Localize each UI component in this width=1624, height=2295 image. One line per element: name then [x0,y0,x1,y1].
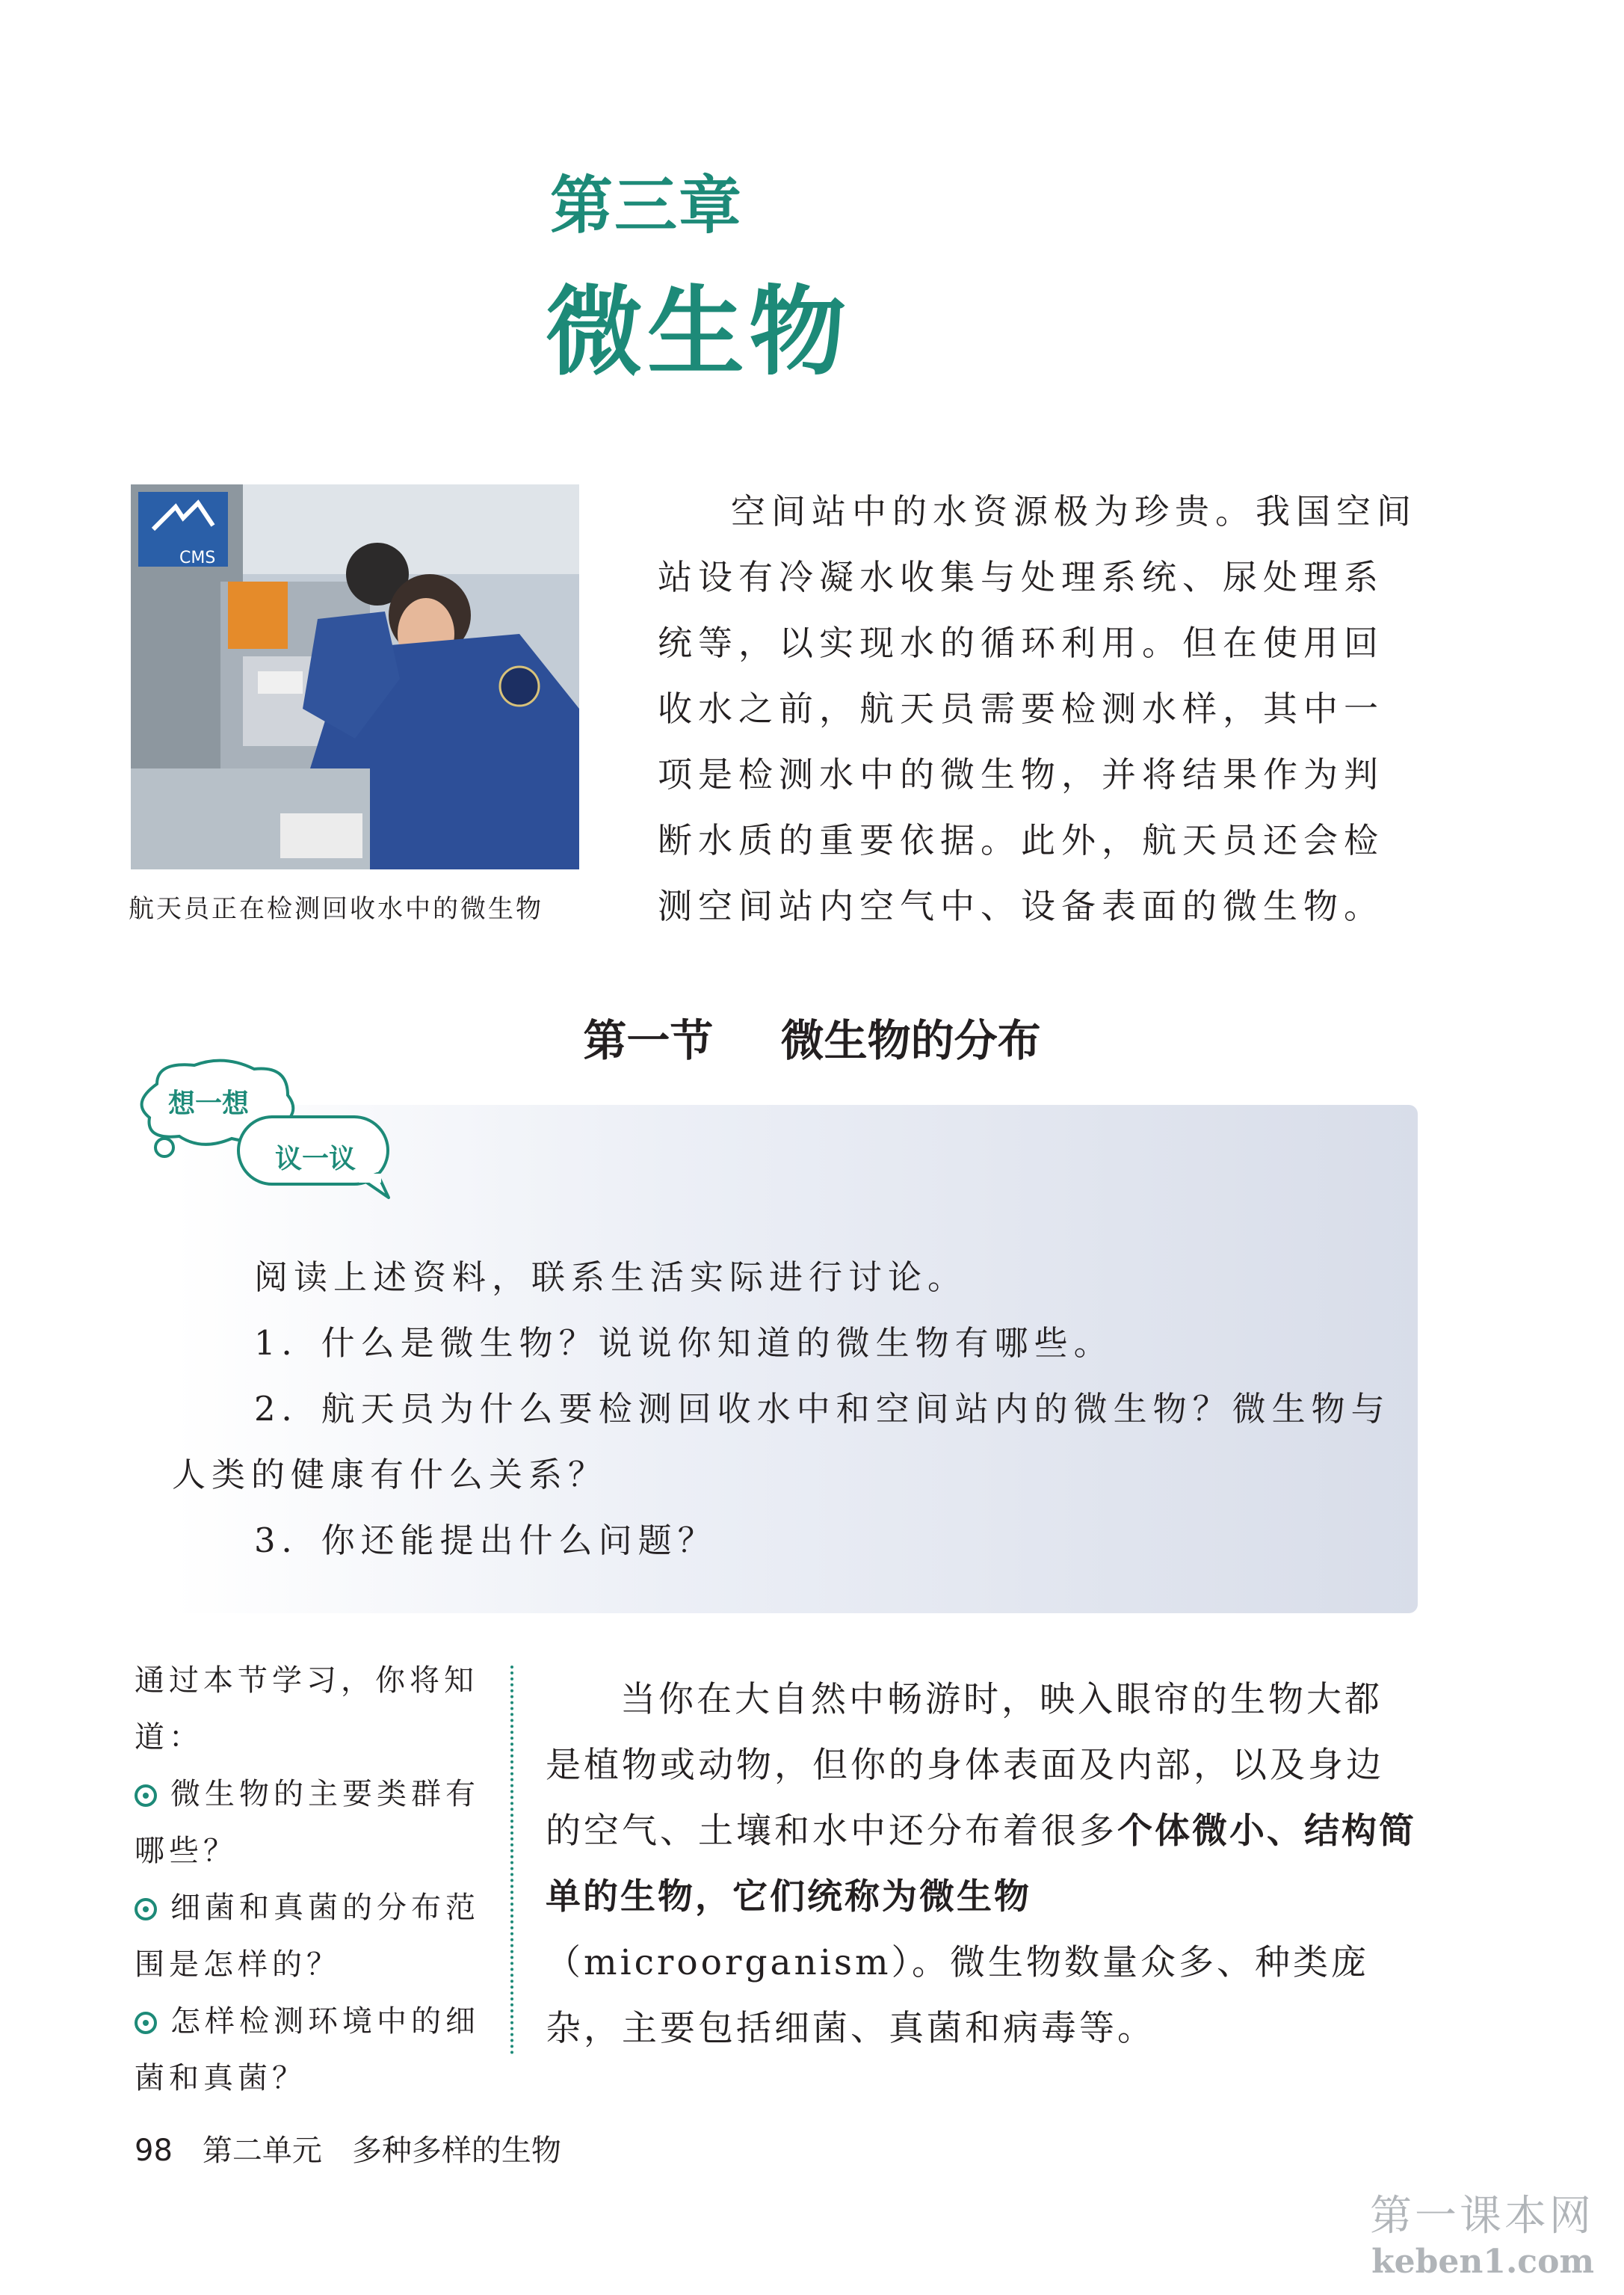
intro-text: 空间站中的水资源极为珍贵。我国空间站设有冷凝水收集与处理系统、尿处理系统等，以实现水的循环利用。但在使用回收水之前，航天员需要检测水样，其中一项是检测水中的微生物，并将结果作为判断水质的重要依据。此外，航天员还会检测空间站内空气中、设备表面的微生物。 [658,491,1417,926]
section-number: 第一节 [583,1015,714,1066]
bullet-icon [135,2012,157,2034]
astronaut-photo [131,484,579,869]
cms-logo-text: CMS [179,549,216,567]
page-footer [135,2127,561,2169]
learning-goals [135,1652,486,2107]
photo-caption: 航天员正在检测回收水中的微生物 [129,894,543,924]
question-2-line-1: 2．航天员为什么要检测回收水中和空间站内的微生物？微生物与 [254,1389,1391,1429]
goal-item [135,1993,486,2107]
goal-text: 微生物的主要类群有哪些？ [135,1777,480,1868]
intro-paragraph [658,478,1420,939]
body-text-part-1: 当你在大自然中畅游时，映入眼帘的生物大都是植物或动物，但你的身体表面及内部，以及身边的空气、土壤和水中还分布着很多 [546,1679,1384,1852]
goal-text: 怎样检测环境中的细菌和真菌？ [135,2004,480,2095]
goal-item [135,1766,486,1879]
discussion-text [172,1245,1398,1574]
goals-heading: 通过本节学习，你将知道： [135,1663,478,1755]
think-label: 想一想 [168,1088,250,1119]
question-3: 3．你还能提出什么问题？ [254,1521,717,1560]
question-1: 1．什么是微生物？说说你知道的微生物有哪些。 [254,1323,1114,1363]
section-name: 微生物的分布 [780,1015,1041,1066]
watermark [1370,2183,1594,2281]
unit-title: 第二单元 多种多样的生物 [202,2134,561,2168]
watermark-line-1: 第一课本网 [1370,2192,1594,2240]
discuss-label: 议一议 [275,1144,356,1174]
dotted-divider [510,1666,513,2054]
discussion-lead: 阅读上述资料，联系生活实际进行讨论。 [254,1257,968,1297]
question-2-line-2: 人类的健康有什么关系？ [172,1455,608,1494]
watermark-line-2: keben1.com [1371,2243,1594,2281]
page-number: 98 [135,2134,173,2168]
bullet-icon [135,1784,157,1807]
microorganism-definition: 个体微小、结构简单的生物，它们统称为微生物 [546,1811,1416,1917]
goal-text: 细菌和真菌的分布范围是怎样的？ [135,1891,480,1982]
small-bubble-icon [149,1133,179,1162]
chapter-title: 微生物 [546,275,851,389]
bullet-icon [135,1898,157,1920]
goal-item [135,1879,486,1993]
chapter-label: 第三章 [550,169,744,242]
body-paragraph [546,1667,1420,2062]
body-text-part-2: （microorganism）。微生物数量众多、种类庞杂，主要包括细菌、真菌和病毒等。 [546,1942,1370,2049]
